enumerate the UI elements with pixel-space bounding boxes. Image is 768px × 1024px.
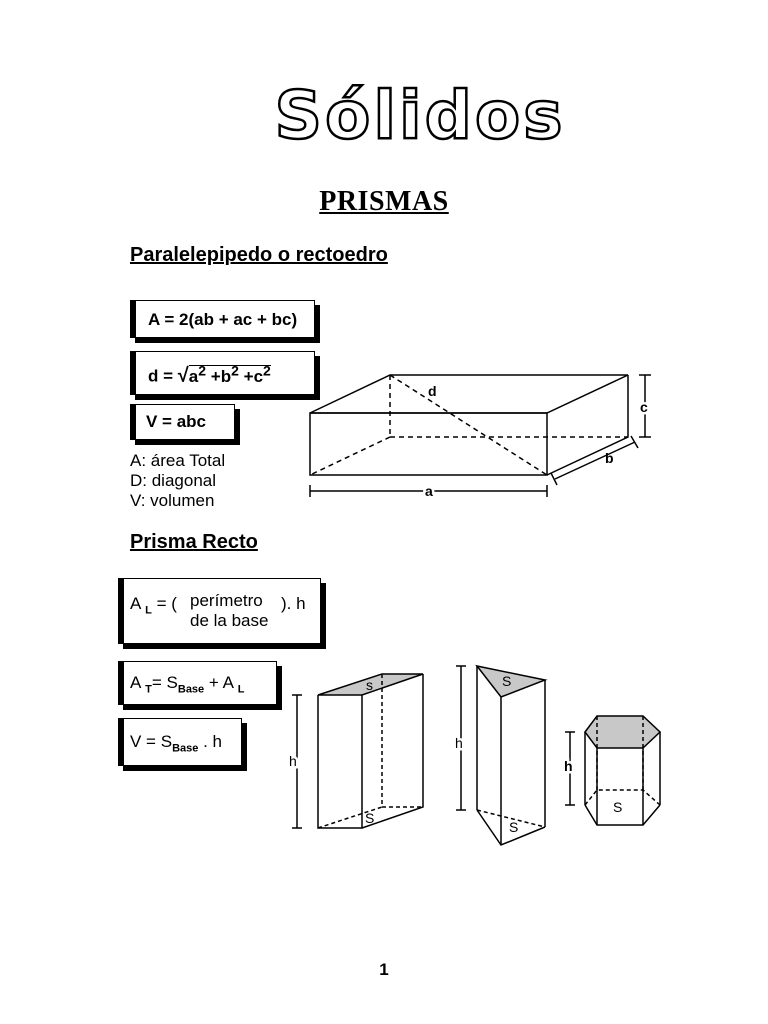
formula-at: A $_T= S_{Base} + A$ $_L$	[130, 673, 245, 696]
label-s-square: s	[366, 677, 373, 693]
formula-volume: V = abc	[146, 412, 207, 431]
box-diagram	[295, 365, 665, 505]
label-h-hex: h	[564, 758, 573, 774]
formula-al-line1: perímetro	[190, 591, 263, 610]
label-h-square: h	[289, 753, 297, 769]
diagonal-line	[390, 375, 547, 475]
title-outline	[225, 80, 625, 150]
label-d: d	[428, 383, 437, 399]
formula-al-lhs: A $_L$ = (	[130, 594, 177, 617]
label-S-tri-top: S	[502, 673, 512, 689]
formula-diagonal	[148, 362, 271, 388]
box-top-face	[310, 375, 628, 413]
formula-area: A = 2(ab + ac + bc)	[148, 310, 298, 329]
legend-item: D: diagonal	[130, 471, 217, 490]
label-S-hex: S	[613, 799, 623, 815]
radicand: $a^2 +b^2 +c^2$	[188, 362, 271, 386]
label-S-square: S	[365, 810, 375, 826]
formula-al-line2: de la base	[190, 611, 269, 630]
page-title: Sólidos	[274, 80, 566, 150]
box-right-edges	[547, 375, 628, 475]
subheading-prisma-recto: Prisma Recto	[130, 531, 258, 553]
legend	[130, 451, 225, 511]
label-b: b	[605, 450, 614, 466]
legend-item: A: área Total	[130, 451, 226, 470]
page-number: 1	[379, 960, 389, 979]
label-S-tri-bottom: S	[509, 819, 519, 835]
subheading-paralelepipedo: Paralelepipedo o rectoedro	[130, 244, 388, 266]
prism-diagrams	[280, 655, 680, 855]
label-a: a	[425, 483, 433, 499]
label-h-tri: h	[455, 735, 463, 751]
formula-diagonal-prefix: d =	[148, 366, 174, 386]
formula-v: $V = S_{Base}$ . h	[130, 732, 222, 755]
box-front-face	[310, 413, 547, 475]
legend-item: V: volumen	[130, 491, 215, 510]
formula-al-close: ). h	[281, 594, 306, 613]
label-c: c	[640, 399, 648, 415]
sqrt-symbol: √	[177, 364, 189, 387]
section-heading: PRISMAS	[319, 186, 449, 217]
